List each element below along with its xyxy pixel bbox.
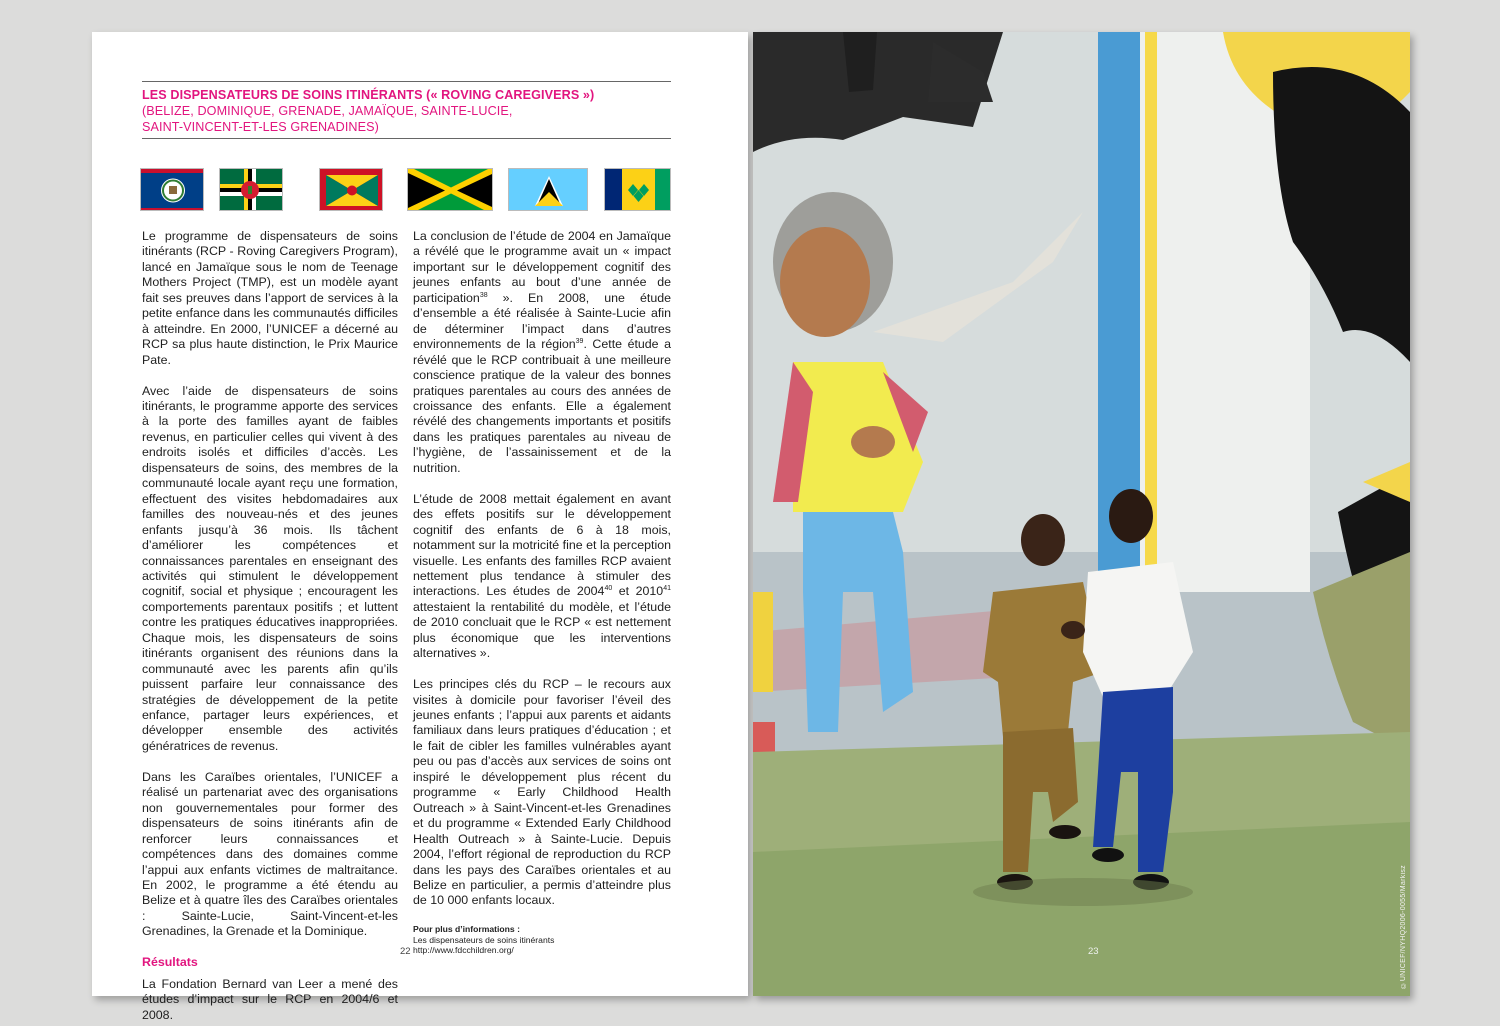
more-info [413, 924, 671, 956]
paragraph: Dans les Caraïbes orientales, l’UNICEF a réalisé un partenariat avec des organisations non gouvernementales pour former des dispensateurs de soins itinérants afin de renforcer leurs connaissances et compétences dans des domaines comme l’appui aux enfants victimes de maltraitance. En 2002, le programme a été étendu au Belize et à quatre îles des Caraïbes orientales : Sainte-Lucie, Saint-Vincent-et-les Grenadines, la Grenade et la Dominique. [142, 769, 398, 939]
more-info-label: Pour plus d’informations : [413, 924, 520, 935]
heading-top-rule [142, 81, 671, 82]
paragraph: Les principes clés du RCP – le recours aux visites à domicile pour favoriser l’éveil des jeunes enfants ; l’appui aux parents et aidants familiaux dans leurs pratiques d’éducation ; et le fait de cibler les familles vulnérables ayant peu ou pas d’accès aux services de soins ont inspiré le développement plus récent du programme « Early Childhood Health Outreach » à Saint-Vincent-et-les Grenadines et du programme « Extended Early Childhood Health Outreach » à Sainte-Lucie. Depuis 2004, l’effort régional de reproduction du RCP dans les pays des Caraïbes orientales et au Belize en particulier, a permis d’atteindre plus de 10 000 enfants locaux. [413, 677, 671, 908]
page-number: 22 [400, 946, 411, 957]
heading-line-2: (BELIZE, DOMINIQUE, GRENADE, JAMAÏQUE, SAINTE-LUCIE, [142, 104, 513, 118]
more-info-text: Les dispensateurs de soins itinérants [413, 934, 555, 945]
heading-bottom-rule [142, 138, 671, 139]
more-info-link[interactable]: http://www.fdcchildren.org/ [413, 945, 514, 956]
dominica-flag [219, 168, 283, 211]
text-column-right [413, 229, 671, 956]
text-column-left [142, 229, 398, 1026]
paragraph: Le programme de dispensateurs de soins itinérants (RCP - Roving Caregivers Program), lancé en Jamaïque sous le nom de Teenage Mothers Project (TMP), est un modèle ayant fait ses preuves dans l’apport de services à la petite enfance dans les communautés difficiles à atteindre. En 2000, l’UNICEF a décerné au RCP sa plus haute distinction, le Prix Maurice Pate. [142, 229, 398, 367]
heading-line-3: SAINT-VINCENT-ET-LES GRENADINES) [142, 120, 379, 134]
results-subheading: Résultats [142, 955, 198, 970]
paragraph: La Fondation Bernard van Leer a mené des études d’impact sur le RCP en 2004/6 et 2008. [142, 976, 398, 1022]
footnote-ref: 38 [479, 291, 488, 299]
grenada-flag [319, 168, 383, 211]
heading-line-1: LES DISPENSATEURS DE SOINS ITINÉRANTS (« ROVING CAREGIVERS ») [142, 88, 595, 102]
paragraph: Avec l’aide de dispensateurs de soins itinérants, le programme apporte des services à la porte des familles ayant de faibles revenus, en particulier celles qui vivent à des endroits isolés et difficiles d’accès. Les dispensateurs de soins, des membres de la communauté locale ayant reçu une formation, effectuent des visites hebdomadaires aux familles des nouveau-nés et des jeunes enfants jusqu’à 36 mois. Ils tâchent d’améliorer les compétences et connaissances parentales en enseignant des activités qui stimulent le développement cognitif, social et physique ; encouragent les comportements parentaux positifs ; et luttent contre les pratiques éducatives inappropriées. Chaque mois, les dispensateurs de soins itinérants organisent des réunions dans la communauté avec les parents afin qu’ils puissent parfaire leur connaissance des stratégies de développement de la petite enfance, partager leurs expériences, et développer ensemble des activités génératrices de revenus. [142, 383, 398, 753]
photo-credit: ©UNICEF/NYHQ2006-0055/Markisz [1400, 864, 1407, 988]
footnote-ref: 40 [604, 585, 613, 593]
paragraph: La conclusion de l’étude de 2004 en Jamaïque a révélé que le programme avait un « impact important sur le développement cognitif des jeunes enfants au bout d’une année de participation$^{38}$ ». En 2008, une étude d’ensemble a été réalisée à Sainte-Lucie afin de déterminer l’impact dans d’autres environnements de la région$^{39}$. Cette étude a révélé que le RCP contribuait à une meilleure conscience pratique de la valeur des bonnes pratiques parentales au cours des années de croissance des enfants. Elle a également révélé des changements importants et positifs dans les pratiques parentales au niveau de l’hygiène, de l’assainissement et de la nutrition. [413, 229, 671, 475]
section-heading [142, 87, 682, 135]
page-number: 23 [1088, 946, 1099, 957]
footnote-ref: 41 [663, 585, 671, 593]
left-page [92, 32, 748, 1022]
saint-vincent-flag [604, 168, 671, 211]
paragraph: L’étude de 2008 mettait également en avant des effets positifs sur le développement cognitif des enfants de 6 à 18 mois, notamment sur la motricité fine et la perception visuelle. Les enfants des familles RCP avaient nettement plus tendance à stimuler des interactions. Les études de 2004$^{40}$ et 2010$^{41}$ attestaient la rentabilité du modèle, et l’étude de 2010 concluait que le RCP « est nettement plus économique que les interventions alternatives ». [413, 491, 671, 661]
photo-children-mural [753, 32, 1410, 996]
jamaica-flag [407, 168, 493, 211]
saint-lucia-flag [508, 168, 588, 211]
footnote-ref: 39 [575, 338, 584, 346]
right-page [753, 32, 1410, 996]
belize-flag [140, 168, 204, 211]
